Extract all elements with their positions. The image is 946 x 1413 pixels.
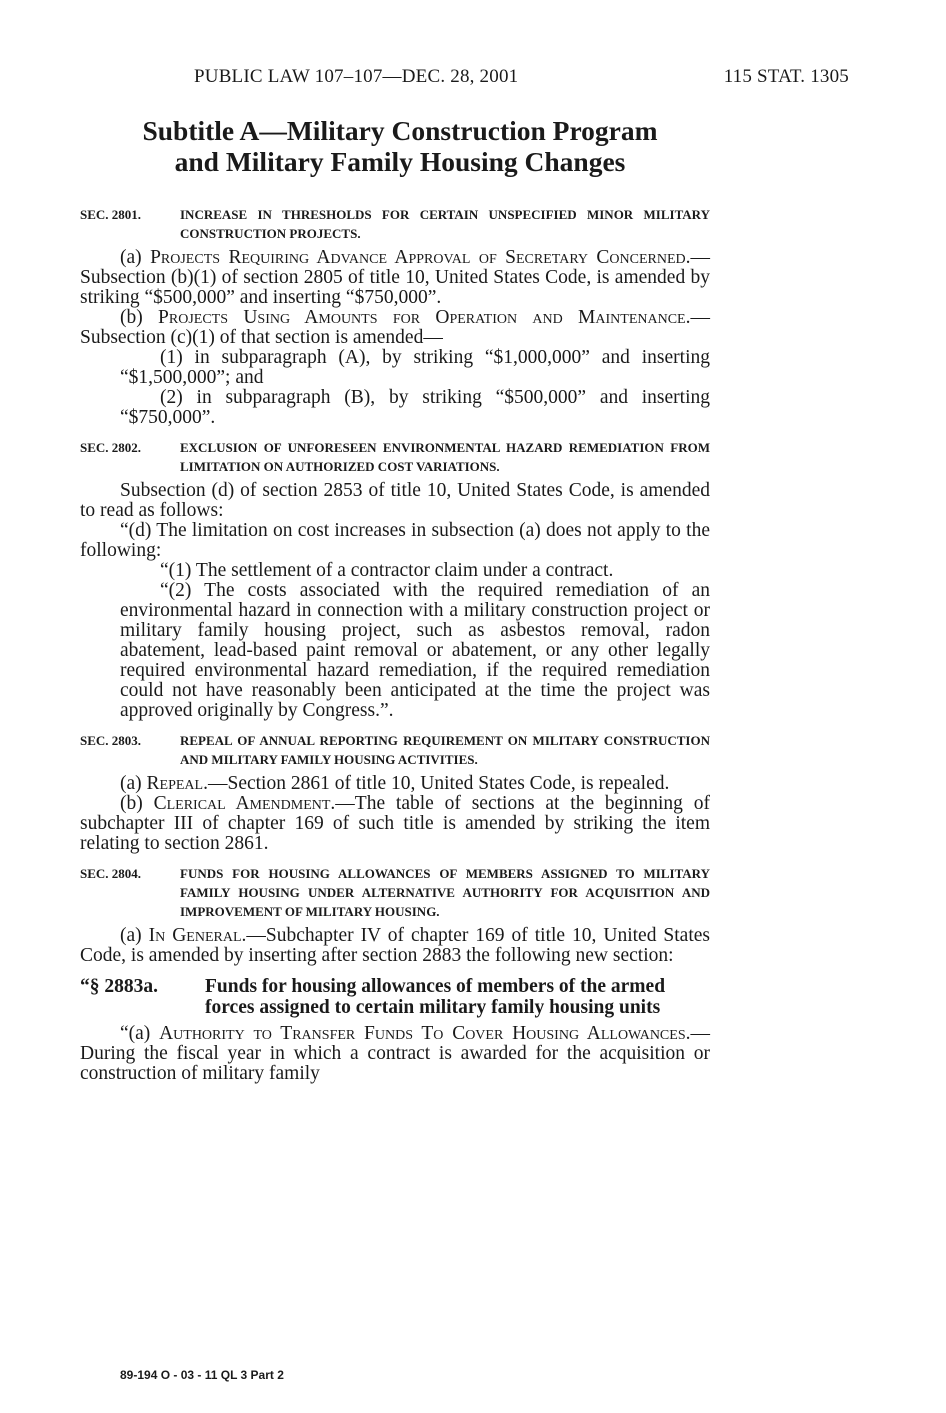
sec-2802-subsection-d: “(d) The limitation on cost increases in subsection (a) does not apply to the following: xyxy=(80,520,710,561)
subsection-text: .—During the fiscal year in which a contract is awarded for the acquisition or construction of military family xyxy=(80,1023,710,1084)
subsection-text: .—Subsection (b)(1) of section 2805 of title 10, United States Code, is amended by striking “$500,000” and inserting “$750,000”. xyxy=(80,247,710,308)
section-2802-heading xyxy=(80,438,710,476)
subsection-label: (a) xyxy=(120,773,147,794)
section-title: FUNDS FOR HOUSING ALLOWANCES OF MEMBERS ASSIGNED TO MILITARY FAMILY HOUSING UNDER ALTERNATIVE AUTHORITY FOR ACQUISITION AND IMPROVEMENT OF MILITARY HOUSING. xyxy=(180,866,710,919)
subsection-label: (a) xyxy=(120,247,151,268)
new-section-title: Funds for housing allowances of members of the armed forces assigned to certain military family housing units xyxy=(205,976,666,1018)
new-section-subsection-a xyxy=(80,1024,710,1084)
body-text xyxy=(80,198,710,1084)
subsection-heading: Repeal xyxy=(146,773,204,794)
section-number: SEC. 2801. xyxy=(80,207,142,222)
new-section-2883a-heading xyxy=(80,976,710,1018)
section-number: SEC. 2804. xyxy=(80,866,142,881)
subtitle-line-2: and Military Family Housing Changes xyxy=(174,146,626,177)
sec-2801-paragraph-1: (1) in subparagraph (A), by striking “$1,000,000” and inserting “$1,500,000”; and xyxy=(120,347,710,388)
subtitle-line-1: Subtitle A—Military Construction Program xyxy=(142,115,658,146)
section-title: EXCLUSION OF UNFORESEEN ENVIRONMENTAL HAZARD REMEDIATION FROM LIMITATION ON AUTHORIZED COST VARIATIONS. xyxy=(180,440,710,474)
sec-2801-paragraph-2: (2) in subparagraph (B), by striking “$500,000” and inserting “$750,000”. xyxy=(120,387,710,428)
running-header xyxy=(194,66,849,88)
sec-2803-subsection-b xyxy=(80,794,710,854)
sec-2802-paragraph-1: “(1) The settlement of a contractor claim under a contract. xyxy=(160,560,614,581)
subsection-label: “(a) xyxy=(120,1023,160,1044)
header-public-law: PUBLIC LAW 107–107—DEC. 28, 2001 xyxy=(194,66,519,87)
new-section-number: “§ 2883a. xyxy=(80,976,158,997)
section-number: SEC. 2802. xyxy=(80,440,142,455)
subtitle-heading xyxy=(80,115,720,177)
sec-2801-subsection-b xyxy=(80,308,710,348)
section-2804-heading xyxy=(80,864,710,921)
print-footer-code: 89-194 O - 03 - 11 QL 3 Part 2 xyxy=(120,1368,284,1382)
section-title: REPEAL OF ANNUAL REPORTING REQUIREMENT ON MILITARY CONSTRUCTION AND MILITARY FAMILY HOUSING ACTIVITIES. xyxy=(180,733,710,767)
sec-2803-subsection-a xyxy=(80,774,710,794)
sec-2804-subsection-a xyxy=(80,926,710,966)
sec-2802-paragraph-2: “(2) The costs associated with the required remediation of an environmental hazard in connection with a military construction project or military family housing project, such as asbestos removal, radon abatement, lead-based paint removal or abatement, or any other legally required environmental hazard remediation, if the required remediation could not have reasonably been anticipated at the time the project was approved originally by Congress.”. xyxy=(120,580,710,721)
header-statute-page: 115 STAT. 1305 xyxy=(723,66,849,87)
subsection-label: (b) xyxy=(120,793,154,814)
subsection-label: (b) xyxy=(120,307,159,328)
section-title: INCREASE IN THRESHOLDS FOR CERTAIN UNSPECIFIED MINOR MILITARY CONSTRUCTION PROJECTS. xyxy=(180,207,710,241)
subsection-heading: Clerical Amendment xyxy=(153,793,331,814)
subsection-text: .—Subchapter IV of chapter 169 of title 10, United States Code, is amended by inserting after section 2883 the following new section: xyxy=(80,925,710,966)
section-2801-heading xyxy=(80,205,710,243)
section-2803-heading xyxy=(80,731,710,769)
sec-2802-intro: Subsection (d) of section 2853 of title 10, United States Code, is amended to read as follows: xyxy=(80,480,710,521)
section-number: SEC. 2803. xyxy=(80,733,142,748)
subsection-heading: Projects Using Amounts for Operation and Maintenance xyxy=(158,307,686,328)
sec-2801-subsection-a xyxy=(80,248,710,308)
subsection-text: .—Section 2861 of title 10, United States Code, is repealed. xyxy=(203,773,670,794)
subsection-text: .—Subsection (c)(1) of that section is amended— xyxy=(80,307,710,348)
subsection-text: .—The table of sections at the beginning of subchapter III of chapter 169 of such title is amended by striking the item relating to section 2861. xyxy=(80,793,710,854)
subsection-label: (a) xyxy=(120,925,149,946)
subsection-heading: Projects Requiring Advance Approval of Secretary Concerned xyxy=(150,247,686,268)
subsection-heading: In General xyxy=(148,925,242,946)
subsection-heading: Authority to Transfer Funds To Cover Housing Allowances xyxy=(159,1023,686,1044)
